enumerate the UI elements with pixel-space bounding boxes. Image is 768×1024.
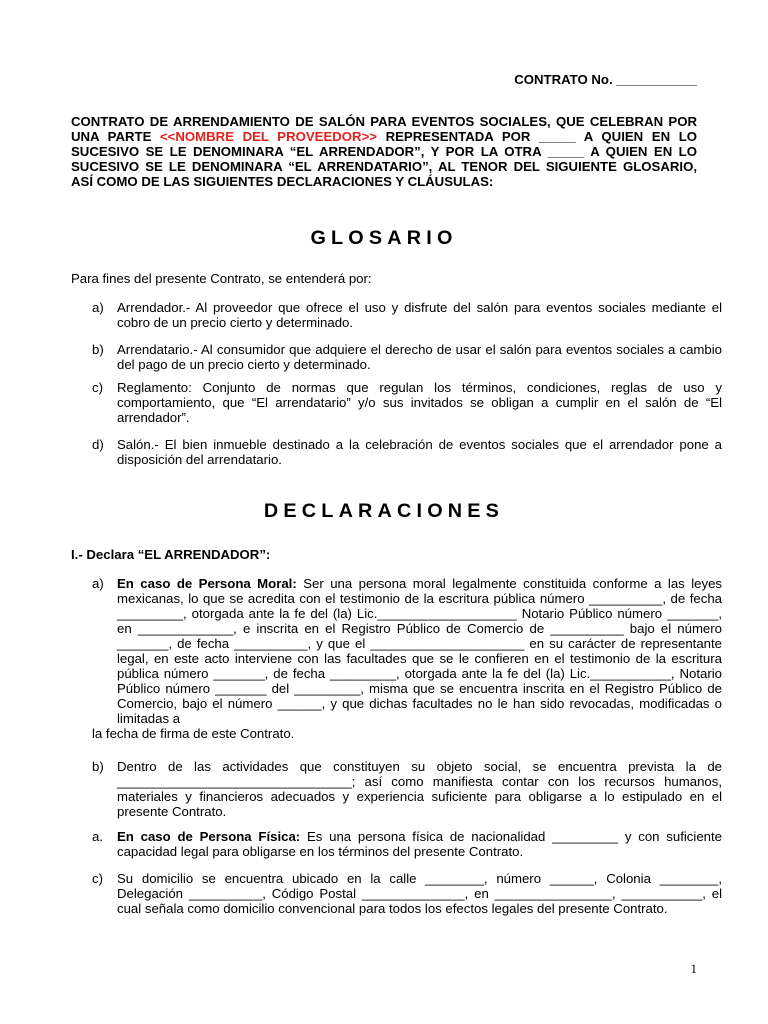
declaracion-domicilio (92, 871, 722, 916)
declara-arrendador-subtitle: I.- Declara “EL ARRENDADOR”: (71, 547, 271, 562)
contract-number: CONTRATO No. ___________ (514, 72, 697, 87)
intro-text-part2: REPRESENTADA POR _____ A QUIEN EN LO SUCESIVO SE LE DENOMINARA “EL ARRENDADOR”, Y POR LA OTRA _____ A QUIEN EN LO SUCESIVO SE LE DENOMINARA “EL ARRENDATARIO”, AL TENOR DEL SIGUIENTE GLOSARIO, ASÍ COMO DE LAS SIGUIENTES DECLARACIONES Y CLÁUSULAS: (71, 129, 698, 189)
glosario-lead: Para fines del presente Contrato, se entenderá por: (71, 271, 372, 286)
glosario-item-reglamento (92, 380, 722, 425)
glosario-heading: GLOSARIO (310, 227, 458, 249)
item-text: Reglamento: Conjunto de normas que regulan los términos, condiciones, reglas de uso y comportamiento, que “El arrendatario” y/o sus invitados se obligan a cumplir en el salón de “El arrendador”. (117, 380, 722, 425)
item-bold-lead: En caso de Persona Moral: (117, 576, 297, 591)
item-text: Es una persona física de nacionalidad _________ y con suficiente capacidad legal para obligarse en los términos del presente Contrato. (117, 829, 722, 859)
contract-intro (71, 114, 697, 189)
glosario-item-salon (92, 437, 722, 467)
item-text: Arrendatario.- Al consumidor que adquiere el derecho de usar el salón para eventos sociales a cambio del pago de un precio cierto y determinado. (117, 342, 722, 372)
item-text-tail: la fecha de firma de este Contrato. (92, 726, 295, 741)
glosario-item-arrendatario (92, 342, 722, 372)
page-number: 1 (690, 961, 697, 976)
declaracion-objeto-social (92, 759, 722, 819)
declaracion-persona-moral (92, 576, 722, 741)
item-label: c) (92, 380, 103, 395)
item-text: Arrendador.- Al proveedor que ofrece el uso y disfrute del salón para eventos sociales mediante el cobro de un precio cierto y determinado. (117, 300, 722, 330)
item-label: a) (92, 300, 104, 315)
item-text: Ser una persona moral legalmente constituida conforme a las leyes mexicanas, lo que se acredita con el testimonio de la escritura pública número __________, de fecha _________, otorgada ante la fe del (la) Lic.___________________ Notario Público número _______, en _____________, e inscrita en el Registro Público de Comercio de __________ bajo el número _______, de fecha __________, y que el _____________________ en su carácter de representante legal, en este acto interviene con las facultades que se le confieren en el testimonio de la escritura pública número _______, de fecha _________, otorgada ante la fe del (la) Lic.___________, Notario Público número _______ del _________, misma que se encuentra inscrita en el Registro Público de Comercio, bajo el número ______, y que dichas facultades no le han sido revocadas, modificadas o limitadas a (117, 576, 723, 726)
item-label: a) (92, 576, 104, 591)
glosario-item-arrendador (92, 300, 722, 330)
item-bold-lead: En caso de Persona Física: (117, 829, 301, 844)
item-label: d) (92, 437, 104, 452)
item-label: b) (92, 759, 104, 774)
item-label: c) (92, 871, 103, 886)
item-label: b) (92, 342, 104, 357)
item-text: Salón.- El bien inmueble destinado a la celebración de eventos sociales que el arrendador pone a disposición del arrendatario. (117, 437, 722, 467)
declaracion-persona-fisica (92, 829, 722, 859)
intro-text-part1: CONTRATO DE ARRENDAMIENTO DE SALÓN PARA EVENTOS SOCIALES, QUE CELEBRAN POR UNA PARTE (71, 114, 697, 144)
provider-name-placeholder: <<NOMBRE DEL PROVEEDOR>> (159, 129, 377, 144)
declaraciones-heading: DECLARACIONES (263, 500, 505, 522)
item-text: Su domicilio se encuentra ubicado en la calle ________, número ______, Colonia ________, Delegación __________, Código Postal ______________, en ________________, ___________, el cual señala como domicilio convencional para todos los efectos legales del presente Contrato. (117, 871, 722, 916)
item-label: a. (92, 829, 103, 844)
item-text: Dentro de las actividades que constituyen su objeto social, se encuentra prevista la de ________________________________; así como manifiesta contar con los recursos humanos, materiales y financieros adecuados y experiencia suficiente para obligarse a lo estipulado en el presente Contrato. (117, 759, 722, 819)
